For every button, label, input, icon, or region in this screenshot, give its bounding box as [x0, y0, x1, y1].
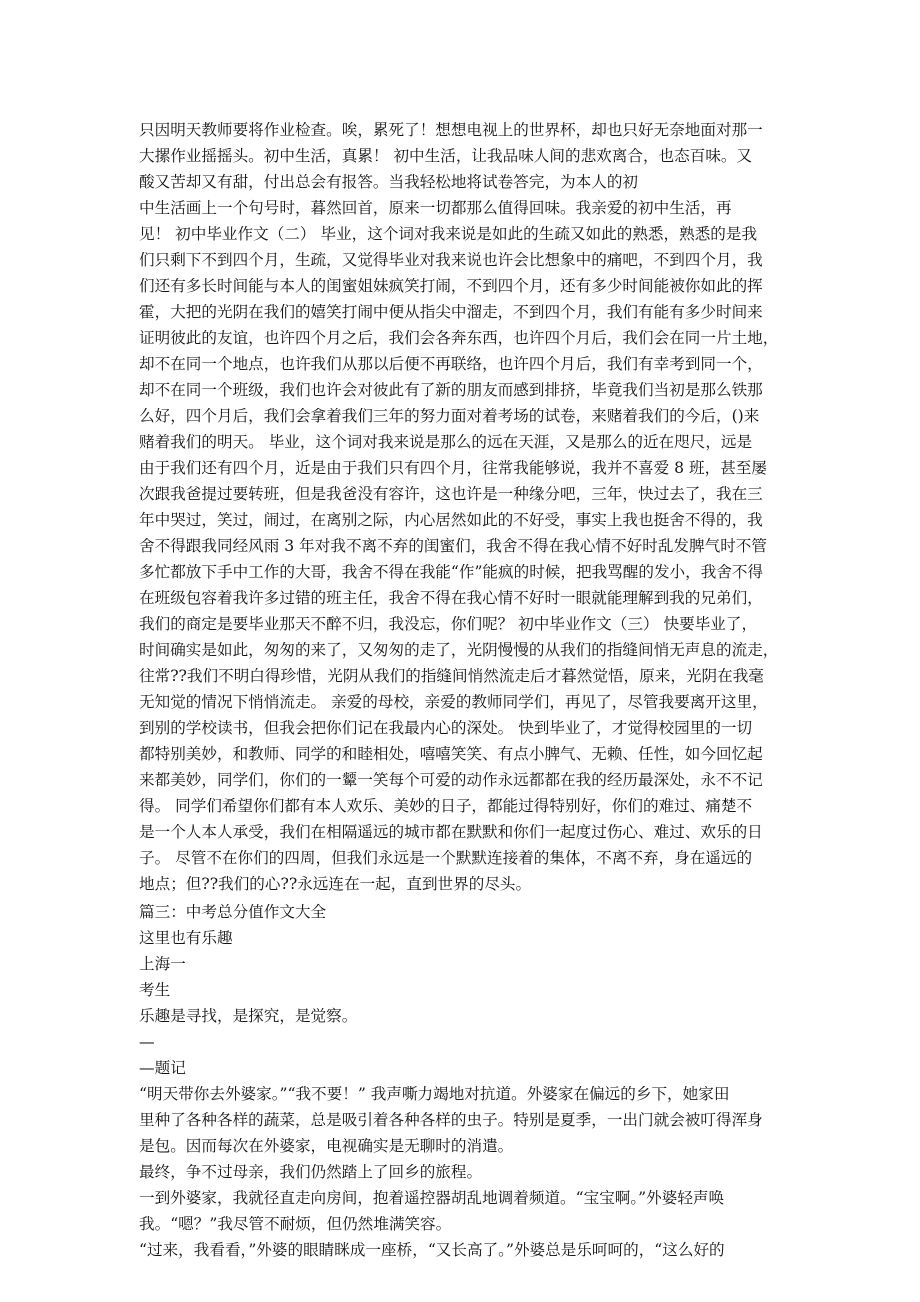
text-line: 里种了各种各样的蔬菜，总是吸引着各种各样的虫子。特别是夏季，一出门就会被叮得浑身 — [139, 1111, 763, 1129]
text-line: 大摞作业摇摇头。初中生活，真累！ 初中生活，让我品味人间的悲欢离合，也态百味。又 — [139, 147, 753, 165]
text-line: —题记 — [139, 1059, 186, 1077]
text-line: 们还有多长时间能与本人的闺蜜姐妹疯笑打闹，不到四个月，还有多少时间能被你如此的挥 — [139, 277, 763, 295]
text-line: 赌着我们的明天。 毕业，这个词对我来说是那么的远在天涯，又是那么的近在咫尺，远是 — [139, 433, 753, 451]
text-line: 考生 — [139, 981, 171, 999]
text-line: 是包。因而每次在外婆家，电视确实是无聊时的消遣。 — [139, 1137, 514, 1155]
text-line: 霍，大把的光阴在我们的嬉笑打闹中便从指尖中溜走，不到四个月，我们有能有多少时间来 — [139, 303, 763, 321]
text-line: 们只剩下不到四个月，生疏，又觉得毕业对我来说也许会比想象中的痛吧，不到四个月，我 — [139, 251, 763, 269]
text-line: 么好，四个月后，我们会拿着我们三年的努力面对着考场的试卷，来赌着我们的今后，()来 — [139, 407, 760, 425]
text-line: “过来，我看看，”外婆的眼睛眯成一座桥，“又长高了。”外婆总是乐呵呵的，“这么好的 — [139, 1241, 725, 1259]
text-line: “明天带你去外婆家。”“我不要！” 我声嘶力竭地对抗道。外婆家在偏远的乡下，她家田 — [139, 1085, 730, 1103]
text-line: 中生活画上一个句号时，暮然回首，原来一切都那么值得回味。我亲爱的初中生活，再 — [139, 199, 732, 217]
text-line: 乐趣是寻找，是探究，是觉察。 — [139, 1007, 358, 1025]
text-line: 由于我们还有四个月，近是由于我们只有四个月，往常我能够说，我并不喜爱 8 班，甚至屡 — [139, 459, 767, 477]
text-line: 上海一 — [139, 955, 186, 973]
text-line: 得。 同学们希望你们都有本人欢乐、美妙的日子，都能过得特别好，你们的难过、痛楚不 — [139, 797, 753, 815]
text-line: 地点；但??我们的心??永远连在一起，直到世界的尽头。 — [139, 875, 532, 893]
text-line: 到别的学校读书，但我会把你们记在我最内心的深处。 快到毕业了，才觉得校园里的一切 — [139, 719, 753, 737]
text-line: 在班级包容着我许多过错的班主任，我舍不得在我心情不好时一眼就能理解到我的兄弟们， — [139, 589, 763, 607]
text-line: 无知觉的情况下悄悄流走。 亲爱的母校，亲爱的教师同学们，再见了，尽管我要离开这里， — [139, 693, 768, 711]
text-line: 我们的商定是要毕业那天不醉不归，我没忘，你们呢？ 初中毕业作文（三） 快要毕业了， — [139, 615, 758, 633]
text-line: 却不在同一个地点，也许我们从那以后便不再联络，也许四个月后，我们有幸考到同一个， — [139, 355, 763, 373]
text-line: 舍不得跟我同经风雨 3 年对我不离不弃的闺蜜们，我舍不得在我心情不好时乱发脾气时不管 — [139, 537, 767, 555]
text-line: 是一个人本人承受，我们在相隔遥远的城市都在默默和你们一起度过伤心、难过、欢乐的日 — [139, 823, 763, 841]
text-line: 往常??我们不明白得珍惜，光阴从我们的指缝间悄然流走后才暮然觉悟，原来，光阴在我毫 — [139, 667, 764, 685]
text-line: 来都美妙，同学们，你们的一颦一笑每个可爱的动作永远都都在我的经历最深处，永不不记 — [139, 771, 763, 789]
text-line: 我。“嗯？”我尽管不耐烦，但仍然堆满笑容。 — [139, 1215, 452, 1233]
text-line: 篇三：中考总分值作文大全 — [139, 903, 327, 921]
text-line: 酸又苦却又有甜，付出总会有报答。当我轻松地将试卷答完，为本人的初 — [139, 173, 639, 191]
text-line: 只因明天教师要将作业检查。唉，累死了！想想电视上的世界杯，却也只好无奈地面对那一 — [139, 121, 763, 139]
text-line: — — [139, 1033, 155, 1051]
text-line: 子。 尽管不在你们的四周，但我们永远是一个默默连接着的集体，不离不弃，身在遥远的 — [139, 849, 753, 867]
text-line: 却不在同一个班级，我们也许会对彼此有了新的朋友而感到排挤，毕竟我们当初是那么铁那 — [139, 381, 763, 399]
text-line: 年中哭过，笑过，闹过，在离别之际，内心居然如此的不好受，事实上我也挺舍不得的，我 — [139, 511, 763, 529]
text-line: 一到外婆家，我就径直走向房间，抱着遥控器胡乱地调着频道。“宝宝啊。”外婆轻声唤 — [139, 1189, 725, 1207]
text-line: 次跟我爸提过要转班，但是我爸没有容许，这也许是一种缘分吧，三年，快过去了，我在三 — [139, 485, 763, 503]
text-line: 时间确实是如此，匆匆的来了，又匆匆的走了，光阴慢慢的从我们的指缝间悄无声息的流走， — [139, 641, 779, 659]
text-line: 最终，争不过母亲，我们仍然踏上了回乡的旅程。 — [139, 1163, 483, 1181]
text-line: 这里也有乐趣 — [139, 929, 233, 947]
text-line: 见！ 初中毕业作文（二） 毕业，这个词对我来说是如此的生疏又如此的熟悉，熟悉的是我 — [139, 225, 758, 243]
text-line: 都特别美妙，和教师、同学的和睦相处，嘻嘻笑笑、有点小脾气、无赖、任性，如今回忆起 — [139, 745, 763, 763]
text-line: 多忙都放下手中工作的大哥，我舍不得在我能“作”能疯的时候，把我骂醒的发小，我舍不得 — [139, 563, 764, 581]
text-line: 证明彼此的友谊，也许四个月之后，我们会各奔东西，也许四个月后，我们会在同一片土地， — [139, 329, 779, 347]
